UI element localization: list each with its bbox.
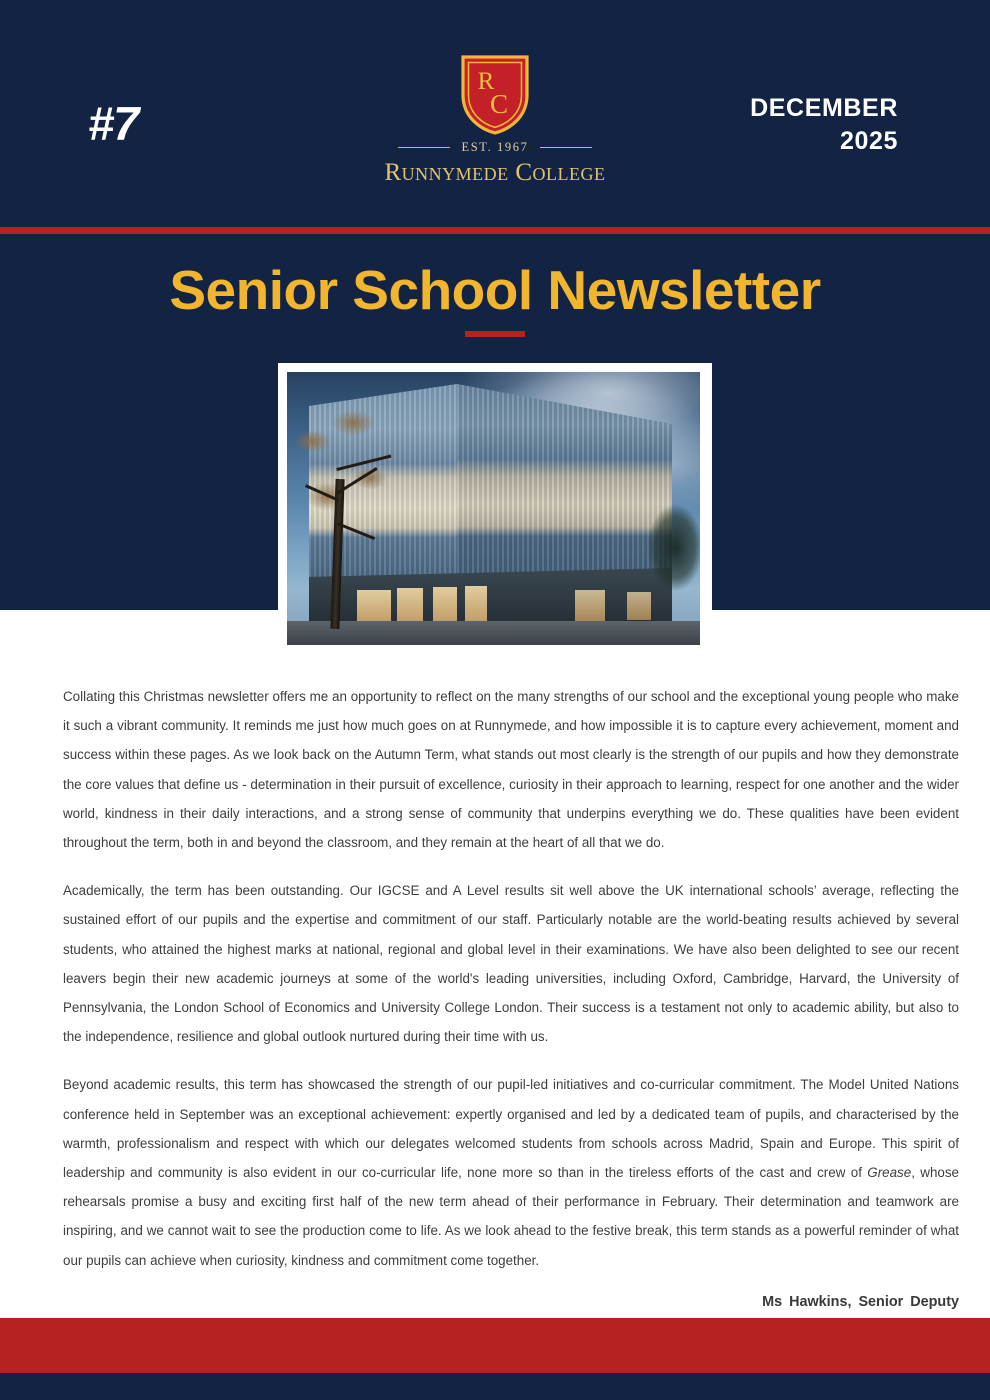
masthead-divider bbox=[0, 227, 990, 234]
est-rule-right bbox=[540, 147, 592, 149]
issue-month: DECEMBER bbox=[750, 94, 898, 122]
issue-number: #7 bbox=[88, 97, 139, 150]
est-rule-left bbox=[398, 147, 450, 149]
photo-tree bbox=[291, 400, 411, 630]
svg-text:C: C bbox=[489, 89, 509, 119]
paragraph-text-b: , whose rehearsals promise a busy and exciting first half of the new term ahead of their performance in February. Their determination and teamwork are inspiring, and we cannot wait to see the production come to life. As we look ahead to the festive break, this term stands as a powerful reminder of what our pupils can achieve when curiosity, kindness and commitment come together. bbox=[63, 1165, 959, 1268]
school-logo bbox=[365, 52, 625, 187]
svg-text:R: R bbox=[477, 68, 495, 95]
article-paragraph bbox=[63, 1070, 959, 1274]
school-name: Runnymede College bbox=[384, 159, 606, 186]
footer-red-band bbox=[0, 1318, 990, 1373]
established-row bbox=[365, 140, 625, 155]
photo-tree-right bbox=[638, 490, 700, 610]
hero-photo-frame bbox=[278, 363, 712, 645]
article-paragraph: Collating this Christmas newsletter offers me an opportunity to reflect on the many strengths of our school and the exceptional young people who make it such a vibrant community. It reminds me just how much goes on at Runnymede, and how impossible it is to capture every achievement, moment and success within these pages. As we look back on the Autumn Term, what stands out most clearly is the strength of our pupils and how they demonstrate the core values that define us - determination in their pursuit of excellence, curiosity in their approach to learning, respect for one another and the wider world, kindness in their daily interactions, and a strong sense of community that underpins everything we do. These qualities have been evident throughout the term, both in and beyond the classroom, and they remain at the heart of all that we do. bbox=[63, 689, 959, 851]
established-text: EST. 1967 bbox=[461, 140, 529, 154]
issue-date bbox=[750, 92, 898, 158]
masthead bbox=[0, 0, 990, 231]
article-body bbox=[63, 682, 959, 1310]
photo-window bbox=[575, 590, 605, 622]
page-title: Senior School Newsletter bbox=[169, 259, 821, 321]
article-signature: Ms Hawkins, Senior Deputy bbox=[762, 1293, 959, 1310]
footer-navy-band bbox=[0, 1373, 990, 1400]
production-title: Grease bbox=[867, 1165, 912, 1181]
shield-icon bbox=[365, 52, 625, 138]
issue-year: 2025 bbox=[839, 127, 898, 155]
article-section bbox=[0, 610, 990, 1318]
article-paragraph: Academically, the term has been outstanding. Our IGCSE and A Level results sit well above the UK international schools’ average, reflecting the sustained effort of our pupils and the expertise and commitment of our staff. Particularly notable are the world-beating results achieved by several students, who attained the highest marks at national, regional and global level in their examinations. We have also been delighted to see our recent leavers begin their new academic journeys at some of the world's leading universities, including Oxford, Cambridge, Harvard, the University of Pennsylvania, the London School of Economics and University College London. Their success is a testament not only to academic ability, but also to the independence, resilience and global outlook nurtured during their time with us. bbox=[63, 883, 959, 1045]
paragraph-text-a: Beyond academic results, this term has showcased the strength of our pupil-led initiatives and co-curricular commitment. The Model United Nations conference held in September was an exceptional achievement: expertly organised and led by a dedicated team of pupils, and characterised by the warmth, professionalism and respect with which our delegates welcomed students from schools across Madrid, Spain and Europe. This spirit of leadership and community is also evident in our co-curricular life, none more so than in the tireless efforts of the cast and crew of bbox=[63, 1077, 959, 1181]
title-accent-rule bbox=[465, 331, 525, 337]
hero-photo bbox=[287, 372, 700, 645]
